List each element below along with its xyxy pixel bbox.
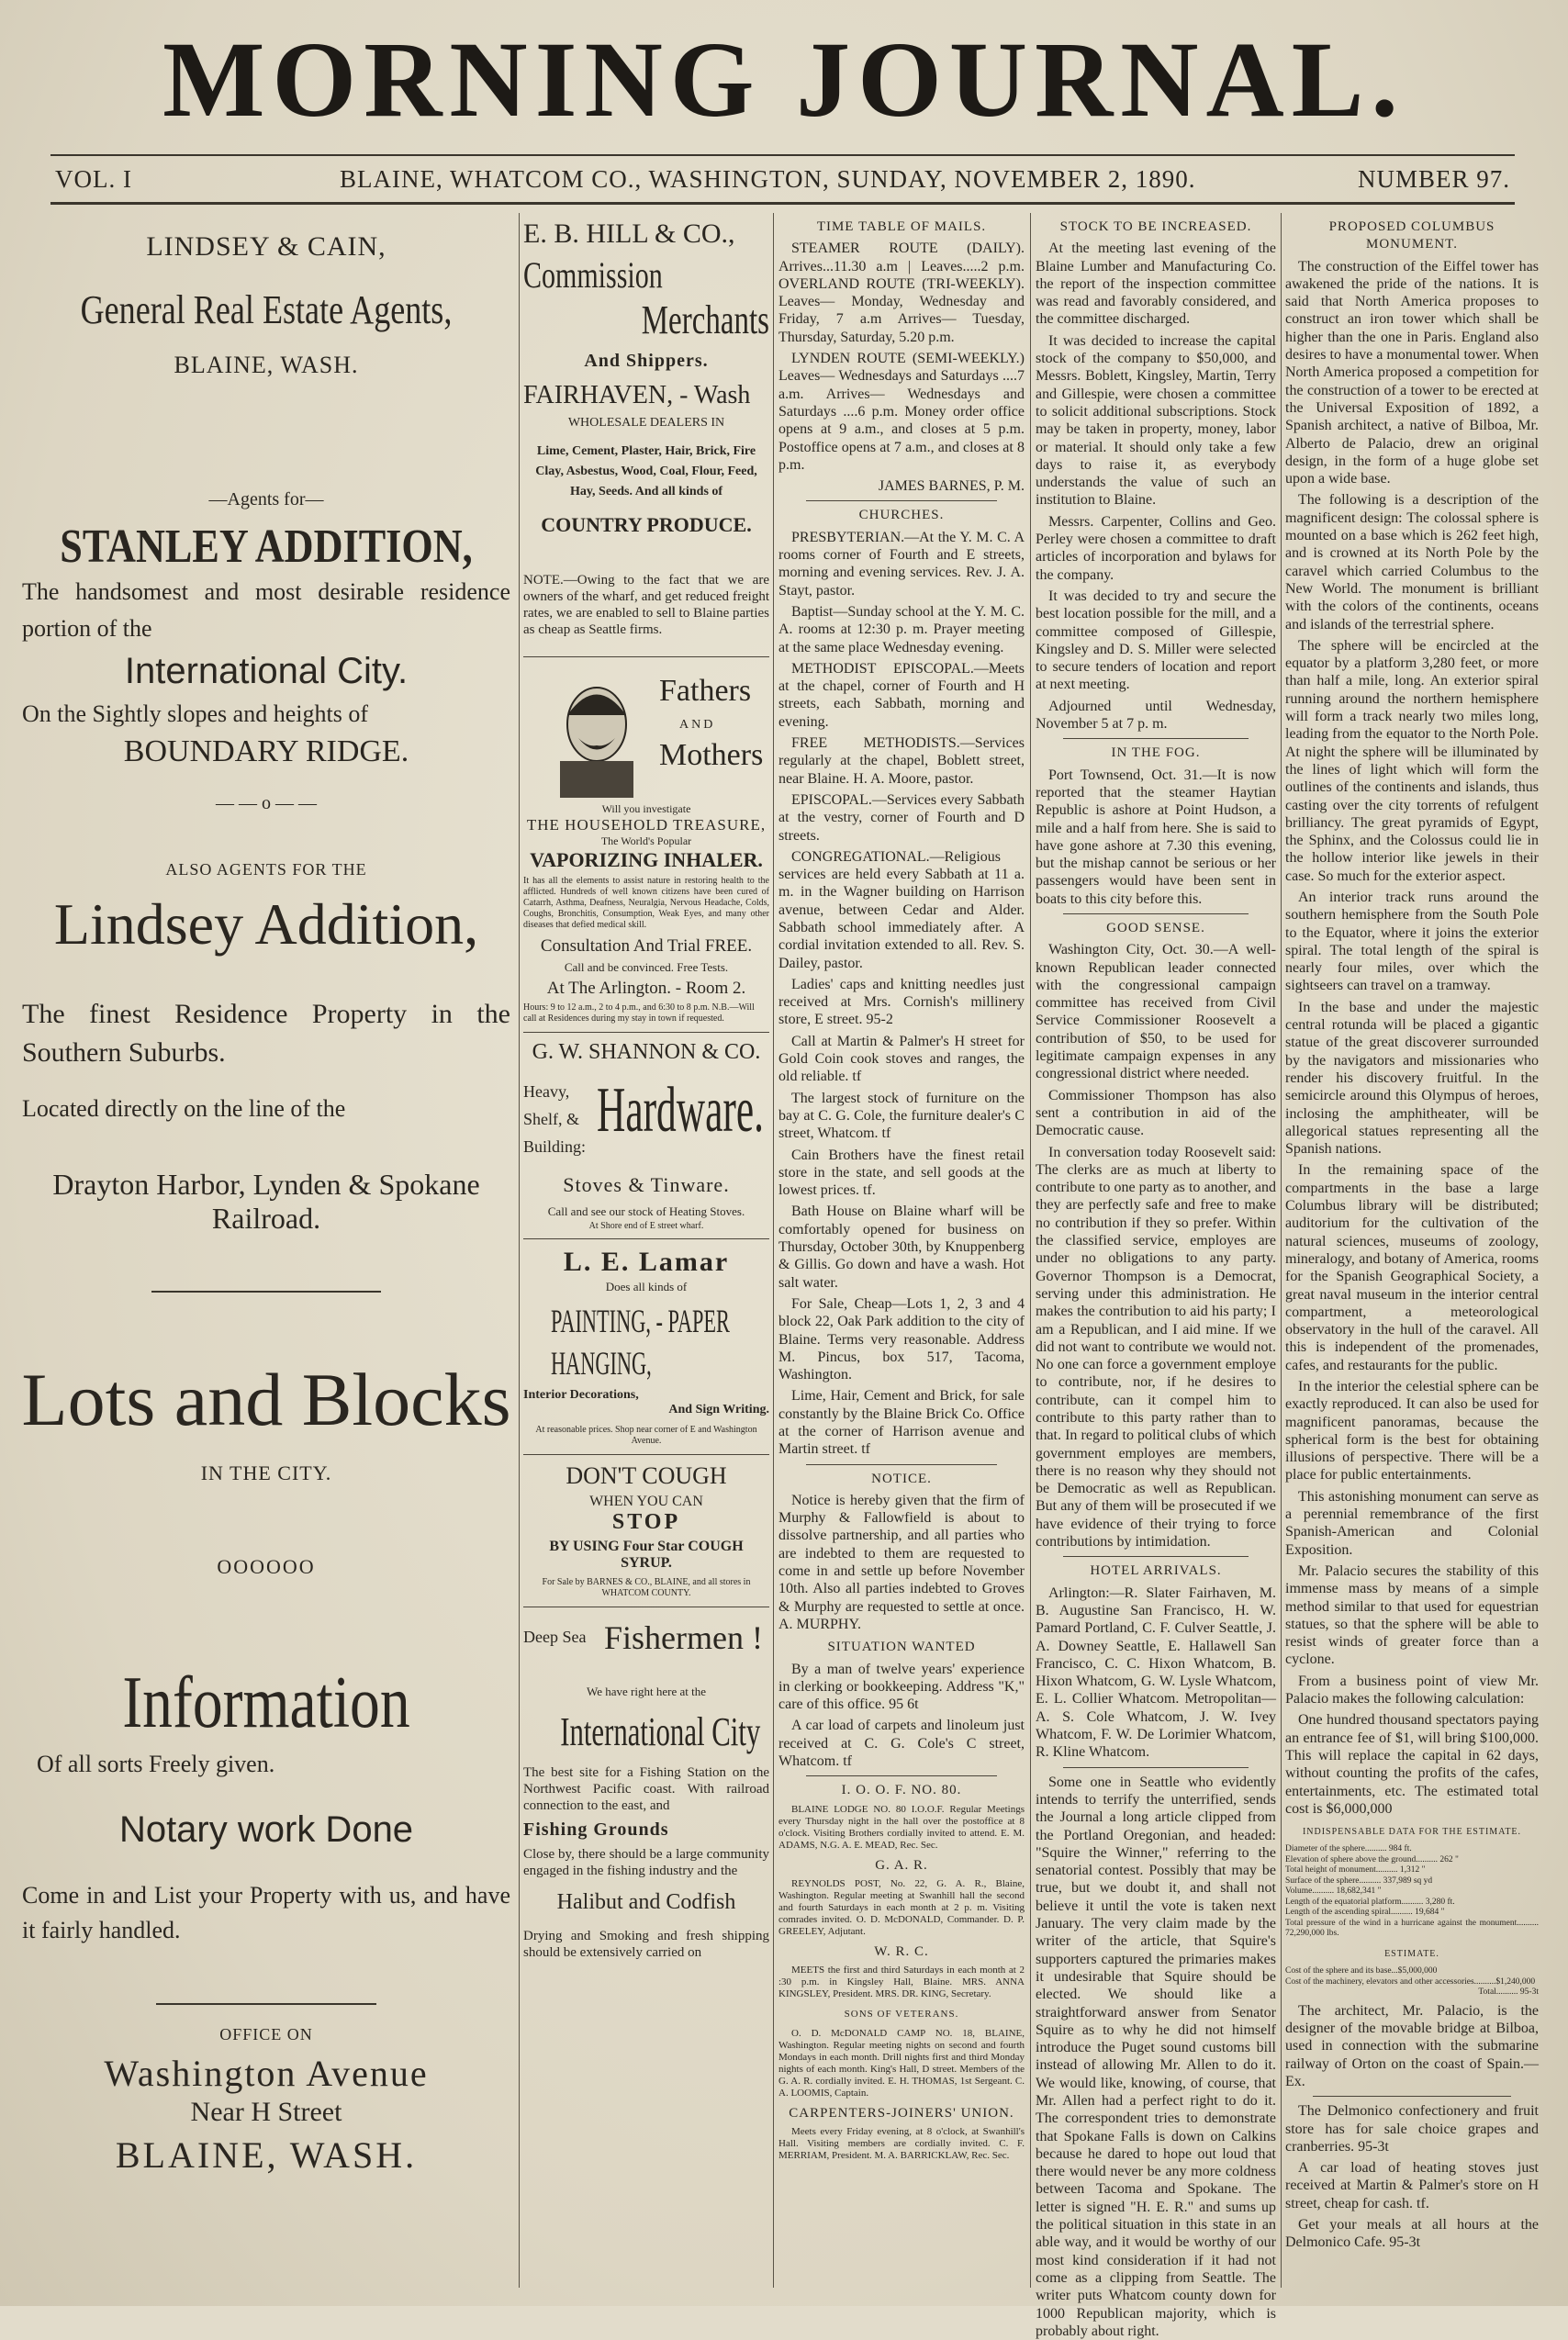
good-sense-paragraph: Commissioner Thompson has also sent a contribution in aid of the Democratic cause. <box>1036 1087 1276 1139</box>
in-the-city: IN THE CITY. <box>200 1461 332 1484</box>
fishing-text: The best site for a Fishing Station on the Northwest Pacific coast. With railroad connection to the east, and <box>523 1765 769 1813</box>
divider <box>151 1291 381 1293</box>
halibut: Halibut and Codfish <box>556 1890 736 1914</box>
blaine-wash: BLAINE, WASH. <box>115 2134 418 2176</box>
monument-heading: PROPOSED COLUMBUS MONUMENT. <box>1328 219 1495 252</box>
sons-heading: SONS OF VETERANS. <box>844 2009 959 2021</box>
stop: STOP <box>611 1510 681 1534</box>
hill-name: E. B. HILL & CO., <box>523 218 735 249</box>
monument-paragraph: From a business point of view Mr. Palacio makes the following calculation: <box>1285 1673 1539 1707</box>
lamar: L. E. Lamar <box>563 1247 730 1277</box>
monument-paragraph: Mr. Palacio secures the stability of this immense mass by means of a simple method similar to that used for equestrian statues, so that the sphere will be able to resist winds of greater force than a cyclone. <box>1285 1562 1539 1668</box>
estimate-row: Cost of the sphere and its base...$5,000,000 <box>1285 1966 1438 1976</box>
firm-name: LINDSEY & CAIN, <box>146 231 386 262</box>
fishermen-header <box>523 1615 769 1666</box>
hotel-paragraph: Arlington:—R. Slater Fairhaven, M. B. Augustine San Francisco, H. W. Pamard Portland, C. F. Culver Seattle, J. A. Downey Seattle, E. Hallawell San Francisco, C. C. Hixon Whatcom, B. Hixon Whatcom, G. W. Lysle Whatcom, E. L. Collier Whatcom. Metropolitan—A. S. Cole Whatcom, J. W. Ivey Whatcom, F. W. De Lorimier Whatcom, R. Kline Whatcom. <box>1036 1584 1276 1761</box>
portrait-illustration <box>542 674 652 802</box>
intl-city: International City <box>560 1709 761 1754</box>
church-item: EPISCOPAL.—Services every Sabbath at the vestry, corner of Fourth and D streets. <box>778 791 1025 844</box>
meals-paragraph: Get your meals at all hours at the Delmonico Cafe. 95-3t <box>1285 2216 1539 2251</box>
addition-description: The handsomest and most desirable residence portion of the <box>22 578 510 642</box>
carpenters-text: Meets every Friday evening, at 8 o'clock, at Swanhill's Hall. Visiting members are cordially invited. C. F. MERRIAM, President. M. A. BARRICKLAW, Rec. Sec. <box>778 2125 1025 2161</box>
monument-paragraph: An interior track runs around the southern hemisphere from the South Pole to the Equator, where it joins the exterior spiral. The total length of the spiral is nearly four miles, over which the sightseers can travel on a tramway. <box>1285 889 1539 994</box>
divider <box>1063 913 1249 914</box>
notary-work: Notary work Done <box>118 1809 414 1850</box>
fairhaven: FAIRHAVEN, - Wash <box>523 381 751 409</box>
local-item: Ladies' caps and knitting needles just received at Mrs. Cornish's millinery store, E street. 95-2 <box>778 976 1025 1028</box>
estimate-heading: ESTIMATE. <box>1384 1948 1439 1959</box>
issue-number: NUMBER 97. <box>1357 165 1510 193</box>
mails-steamer: STEAMER ROUTE (DAILY). Arrives...11.30 a.m | Leaves.....2 p.m. OVERLAND ROUTE (TRI-WEEKLY). Leaves— Monday, Wednesday and Friday, 7 a.m Arrives— Tuesday, Thursday, Saturday, 5.20 p.m. <box>778 241 1025 345</box>
goods-list: Lime, Cement, Plaster, Hair, Brick, Fire Clay, Asbestus, Wood, Coal, Flour, Feed, Hay, Seeds. And all kinds of <box>535 444 757 498</box>
notice-text: Notice is hereby given that the firm of Murphy & Fallowfield is about to dissolve partnership, and all parties who are indebted to them are requested to come in and settle up before November 10th. Also all parties indebted to Groves & Murphy are requested to settle at once. A. MURPHY. <box>778 1492 1025 1632</box>
data-row: Surface of the sphere.......... 337,989 sq yd <box>1285 1875 1433 1886</box>
stoves-call: Call and see our stock of Heating Stoves. <box>547 1204 745 1218</box>
stock-paragraph: It was decided to try and secure the best location possible for the mill, and a committee composed of Gillespie, Kingsley and D. S. Miller were selected to secure tenders of location and report at next meeting. <box>1036 588 1276 693</box>
masthead-rule-top <box>50 154 1515 156</box>
monument-paragraph: This astonishing monument can serve as a perennial remembrance of the first Spanish-American and Colonial Exposition. <box>1285 1488 1539 1558</box>
notice-heading: NOTICE. <box>871 1471 932 1486</box>
stoves-paragraph: A car load of heating stoves just received at Martin & Palmer's store on H street, cheap for cash. tf. <box>1285 2160 1539 2211</box>
stock-heading: STOCK TO BE INCREASED. <box>1059 219 1252 234</box>
fishing-grounds: Fishing Grounds <box>523 1819 669 1840</box>
four-star: BY USING Four Star COUGH SYRUP. <box>549 1539 744 1571</box>
church-item: PRESBYTERIAN.—At the Y. M. C. A rooms corner of Fourth and E streets, morning and evening services. Rev. J. A. Stayt, pastor. <box>778 529 1025 599</box>
church-item: METHODIST EPISCOPAL.—Meets at the chapel, corner of Fourth and H streets, each Sabbath, morning and evening. <box>778 660 1025 730</box>
shippers: And Shippers. <box>584 351 709 371</box>
interior: Interior Decorations, <box>523 1388 639 1402</box>
estimate-table <box>1285 1966 1539 1999</box>
when-you-can: WHEN YOU CAN <box>589 1494 703 1509</box>
divider <box>523 656 769 657</box>
column-divider <box>519 213 520 2288</box>
fog-heading: IN THE FOG. <box>1111 745 1201 761</box>
located-text: Located directly on the line of the <box>22 1095 346 1122</box>
country-produce: COUNTRY PRODUCE. <box>541 513 752 536</box>
mails-heading: TIME TABLE OF MAILS. <box>816 219 987 234</box>
stock-paragraph: Adjourned until Wednesday, November 5 at 7 p. m. <box>1036 698 1276 733</box>
divider <box>1063 1767 1249 1768</box>
inhaler-text: It has all the elements to assist nature in restoring health to the afflicted. Hundreds of well known citizens have been cured of Catarrh, Asthma, Deafness, Neuralgia, Nervous Headache, Colds, Coughs, Bronchitis, Consumption, Weak Eyes, and many other diseases that defied medical skill. <box>523 876 769 930</box>
wrc-heading: W. R. C. <box>874 1943 929 1959</box>
data-row: Length of the equatorial platform.......... 3,280 ft. <box>1285 1897 1455 1907</box>
estimate-row: Cost of the machinery, elevators and other accessories..........$1,240,000 <box>1285 1976 1536 1987</box>
divider <box>156 2003 376 2005</box>
popular: The World's Popular <box>600 834 692 847</box>
dont-cough: DON'T COUGH <box>566 1462 727 1489</box>
data-row: Length of the ascending spiral.......... 19,684 " <box>1285 1908 1445 1918</box>
firm-title: General Real Estate Agents, <box>80 287 453 332</box>
hotel-heading: HOTEL ARRIVALS. <box>1090 1563 1222 1579</box>
boundary-ridge: BOUNDARY RIDGE. <box>123 734 409 768</box>
stanley-addition: STANLEY ADDITION, <box>60 521 473 573</box>
column-divider <box>773 213 774 2288</box>
carpenters-heading: CARPENTERS-JOINERS' UNION. <box>789 2105 1014 2121</box>
and-label: AND <box>679 718 716 732</box>
data-row: Total height of monument.......... 1,312 " <box>1285 1865 1426 1875</box>
church-item: CONGREGATIONAL.—Religious services are held every Sabbath at 11 a. m. in the Wagner building on Harrison avenue, between Cedar and Alder. Sabbath school immediately after. A cordial invitation extended to all. Rev. S. Dailey, pastor. <box>778 848 1025 971</box>
inhaler-ad-header <box>523 665 769 802</box>
data-heading: INDISPENSABLE DATA FOR THE ESTIMATE. <box>1302 1827 1522 1838</box>
carpets-text: A car load of carpets and linoleum just received at C. G. Cole's C street, Whatcom. tf <box>778 1718 1025 1770</box>
close-text: Close by, there should be a large community engaged in the fishing industry and the <box>523 1847 769 1878</box>
real-estate-ad <box>18 213 514 2297</box>
stock-paragraph: It was decided to increase the capital stock of the company to $50,000, and Messrs. Boblett, Kingsley, Martin, Terry and Gillespie, were chosen a committee to solicit additional subscriptions. Stock may be taken in property, money, labor or material. It should only take a few days to raise it, as everybody understands the value of such an institution to Blaine. <box>1036 332 1276 509</box>
sons-text: O. D. McDONALD CAMP NO. 18, BLAINE, Washington. Regular meeting nights on second and fourth Mondays in each month. Drill nights first and third Monday nights of each month. King's Hall, D street. Members of the G. A. R. cordially invited. E. H. THOMAS, 1st Sergeant. C. A. LOOMIS, Captain. <box>778 2027 1025 2099</box>
reasonable: At reasonable prices. Shop near corner of E and Washington Avenue. <box>535 1425 757 1446</box>
sign-writing: And Sign Writing. <box>668 1403 769 1416</box>
local-item: Lime, Hair, Cement and Brick, for sale constantly by the Blaine Brick Co. Office at the corner of Harrison avenue and Martin street. tf <box>778 1388 1025 1458</box>
monument-paragraph: One hundred thousand spectators paying an entrance fee of $1, will bring $100,000. This will replace the capital in 62 days, without counting the profits of the cafes, entertainments, etc. The estimated total cost is $6,000,000 <box>1285 1712 1539 1817</box>
data-row: Total pressure of the wind in a hurricane against the monument.......... 72,290,000 lbs. <box>1285 1918 1539 1939</box>
architect-paragraph: The architect, Mr. Palacio, is the designer of the movable bridge at Bilboa, used in connection with the submarine railway of Orton on the coast of Spain.—Ex. <box>1285 2002 1539 2089</box>
firm-place: BLAINE, WASH. <box>174 352 359 378</box>
gar-text: REYNOLDS POST, No. 22, G. A. R., Blaine, Washington. Regular meeting at Swanhill hall the second and fourth Saturdays in each month at 2 p. m. Visiting comrades invited. O. D. McDONALD, Commander. D. P. GREELEY, Adjutant. <box>778 1877 1025 1937</box>
divider <box>523 1032 769 1033</box>
divider <box>806 1464 997 1465</box>
masthead-title: MORNING JOURNAL. <box>162 19 1406 140</box>
data-table <box>1285 1844 1539 1940</box>
divider <box>1063 1556 1249 1557</box>
inhaler-title: VAPORIZING INHALER. <box>530 848 763 871</box>
hours: Hours: 9 to 12 a.m., 2 to 4 p.m., and 6:30 to 8 p.m. N.B.—Will call at Residences during my stay in town if requested. <box>523 1002 755 1024</box>
column-divider <box>1030 213 1031 2288</box>
stoves-tinware: Stoves & Tinware. <box>563 1173 730 1196</box>
mails-signature: JAMES BARNES, P. M. <box>878 478 1025 495</box>
near-h-street: Near H Street <box>190 2097 342 2127</box>
drying-text: Drying and Smoking and fresh shipping should be extensively carried on <box>523 1929 769 1960</box>
estimate-total: Total.......... 95-3t <box>1478 1987 1539 1998</box>
divider <box>1063 738 1249 739</box>
ioof-heading: I. O. O. F. NO. 80. <box>841 1783 962 1798</box>
mails-lynden: LYNDEN ROUTE (SEMI-WEEKLY.) Leaves— Wednesdays and Saturdays ....7 a.m. Arrives— Wednesdays and Saturdays ....6 p.m. Money order office opens at 9 a.m., and closes at 5 p.m. Postoffice opens at 7 a.m., and closes at 8 p.m. <box>778 351 1025 473</box>
local-item: For Sale, Cheap—Lots 1, 2, 3 and 4 block 22, Oak Park addition to the city of Blaine. Terms very reasonable. Address M. Pincus, box 517, Tacoma, Washington. <box>778 1295 1025 1383</box>
divider <box>523 1238 769 1239</box>
divider <box>806 1775 997 1776</box>
international-city: International City. <box>124 651 409 691</box>
hardware: Hardware. <box>597 1075 764 1146</box>
stock-paragraph: At the meeting last evening of the Blaine Lumber and Manufacturing Co. the report of the inspection committee was read and favorably considered, and the committee discharged. <box>1036 241 1276 328</box>
ads-column <box>523 213 769 2297</box>
news-column <box>1036 213 1276 2339</box>
mails-churches-column <box>778 213 1025 2297</box>
situation-heading: SITUATION WANTED <box>827 1640 976 1655</box>
stock-paragraph: Messrs. Carpenter, Collins and Geo. Perley were chosen a committee to draft articles of incorporation and bylaws for the company. <box>1036 513 1276 583</box>
shore: At Shore end of E street wharf. <box>588 1221 704 1231</box>
note-text: NOTE.—Owing to the fact that we are owners of the wharf, and get reduced freight rates, we are enabled to sell to Blaine parties as cheap as Seattle firms. <box>523 573 769 637</box>
lots-and-blocks: Lots and Blocks <box>21 1358 511 1441</box>
churches-heading: CHURCHES. <box>858 508 945 523</box>
monument-paragraph: In the interior the celestial sphere can be exactly reproduced. It can also be used for magnificent panoramas, because the spherical form is the best for obtaining illusions of perspective. There will be a place for public entertainments. <box>1285 1379 1539 1483</box>
local-item: Cain Brothers have the finest retail store in the state, and sell goods at the lowest prices. tf. <box>778 1147 1025 1199</box>
good-sense-paragraph: Washington City, Oct. 30.—A well-known Republican leader connected with the congressional campaign committee has received from Civil Service Commissioner Roosevelt a contribution of $50, to be used for legitimate campaign expenses in any congressional district where needed. <box>1036 942 1276 1082</box>
shannon: G. W. SHANNON & CO. <box>532 1040 761 1064</box>
railroad-name: Drayton Harbor, Lynden & Spokane Railroad. <box>52 1168 480 1235</box>
monument-paragraph: The following is a description of the magnificent design: The colossal sphere is mounted on a base which is 262 feet high, and is crowned at its North Pole by the caravel which carried Columbus to the New World. The monument is brilliant with the colors of the continents, oceans and islands of the terrestrial sphere. <box>1285 492 1539 633</box>
fog-paragraph: Port Townsend, Oct. 31.—It is now reported that the steamer Haytian Republic is ashore at Point Hudson, a mile and a half from here. She is said to have gone ashore at 7.30 this evening, but the mishap cannot be serious or her passengers would have been sent in boats to this city before this. <box>1036 767 1276 907</box>
consultation: Consultation And Trial FREE. <box>540 936 753 956</box>
painting: PAINTING, - PAPER HANGING, <box>551 1303 730 1382</box>
fishermen: Fishermen ! <box>604 1619 763 1656</box>
information-heading: Information <box>122 1663 410 1743</box>
office-on: OFFICE ON <box>219 2025 313 2043</box>
mothers: Mothers <box>659 738 764 772</box>
volume-label: VOL. I <box>55 165 132 193</box>
fathers: Fathers <box>659 674 752 708</box>
come-in-text: Come in and List your Property with us, and have it fairly handled. <box>22 1882 510 1943</box>
arlington: At The Arlington. - Room 2. <box>546 979 746 998</box>
right-here: We have right here at the <box>587 1685 706 1698</box>
masthead-rule-bottom <box>50 202 1515 205</box>
local-item: Call at Martin & Palmer's H street for Gold Coin cook stoves and ranges, the old reliable. tf <box>778 1033 1025 1085</box>
lamar-does: Does all kinds of <box>605 1280 688 1293</box>
wholesale: WHOLESALE DEALERS IN <box>567 416 725 430</box>
hardware-block <box>523 1069 769 1170</box>
separator: — — o — — <box>216 793 317 813</box>
investigate: Will you investigate <box>601 802 691 815</box>
dateline <box>55 165 1510 198</box>
deep-sea: Deep Sea <box>523 1628 587 1646</box>
good-sense-heading: GOOD SENSE. <box>1106 920 1205 935</box>
slopes-text: On the Sightly slopes and heights of <box>22 700 368 727</box>
call-text: Call and be convinced. Free Tests. <box>564 960 729 974</box>
monument-paragraph: The sphere will be encircled at the equator by a platform 3,280 feet, or more than half a mile, long. An exterior spiral running around the northern hemisphere will form a track nearly two miles long, leading from the equator to the North Pole. At night the sphere will be illuminated by the lines of light which will form the outlines of the continents and islands, thus casting over the city torrents of refulgent brilliancy. The great pyramids of Egypt, the Sphinx, and the Colossus could lie in the hollow interior like jewels in their case. So much for the exterior aspect. <box>1285 637 1539 884</box>
local-item: Bath House on Blaine wharf will be comfortably opened for business on Thursday, October 30th, by Knuppenberg & Gillis. Go down and have a wash. Hot salt water. <box>778 1204 1025 1291</box>
data-row: Elevation of sphere above the ground.......... 262 " <box>1285 1854 1459 1864</box>
divider <box>1313 2096 1511 2097</box>
ornament: OOOOOO <box>217 1555 316 1578</box>
sale-text: For Sale by BARNES & CO., BLAINE, and all stores in WHATCOM COUNTY. <box>542 1577 751 1598</box>
column-divider <box>1281 213 1282 2288</box>
agents-for: —Agents for— <box>208 489 324 509</box>
treasure: THE HOUSEHOLD TREASURE, <box>526 816 767 834</box>
ioof-text: BLAINE LODGE NO. 80 I.O.O.F. Regular Meetings every Thursday night in the hall over the postoffice at 8 o'clock. Visiting Brothers cordially invited to attend. E. M. ADAMS, N.G. A. E. MEAD, Rec. Sec. <box>778 1803 1025 1851</box>
lindsey-addition: Lindsey Addition, <box>53 891 479 957</box>
divider <box>523 1454 769 1455</box>
issue-date: BLAINE, WHATCOM CO., WASHINGTON, SUNDAY, NOVEMBER 2, 1890. <box>340 165 1196 193</box>
gar-heading: G. A. R. <box>875 1857 928 1873</box>
finest-property: The finest Residence Property in the Southern Suburbs. <box>22 999 510 1068</box>
also-agents: ALSO AGENTS FOR THE <box>165 860 367 879</box>
church-item: Baptist—Sunday school at the Y. M. C. A. rooms at 12:30 p. m. Prayer meeting at the same place Wednesday evening. <box>778 603 1025 655</box>
all-sorts: Of all sorts Freely given. <box>37 1751 275 1777</box>
delmonico-paragraph: The Delmonico confectionery and fruit store has for sale choice grapes and cranberries. 95-3t <box>1285 2103 1539 2155</box>
monument-column <box>1285 213 1539 2297</box>
church-item: FREE METHODISTS.—Services regularly at the chapel, Boblett street, near Blaine. H. A. Moore, pastor. <box>778 735 1025 787</box>
local-item: The largest stock of furniture on the bay at C. G. Cole, the furniture dealer's C street, Whatcom. tf <box>778 1090 1025 1142</box>
good-sense-paragraph: In conversation today Roosevelt said: The clerks are as much at liberty to contribute to one party as to another, and they are perfectly safe and free to make no contribution if they so prefer. Within the classified service, employes are under no obligations to any party. Governor Thompson is a Democrat, serving under this administration. He makes the contribution to aid his party; I am a Republican, and I aid mine. If we did not want to contribute we would not. No one can force a government employe to contribute, nor, if he desires to contribute, can it compel him to contribute to this party rather than to that. In regard to political clubs of which government employes are members, there is no reason why they should not be Democratic as well as Republican. But any of them will be prosecuted if we have evidence of their trying to force contributions by intimidation. <box>1036 1144 1276 1551</box>
heavy-shelf: Heavy, Shelf, & Building: <box>523 1082 587 1156</box>
monument-paragraph: In the remaining space of the compartments in the base a large Columbus library will be distributed; auditorium for the cultivation of the natural sciences, museums of zoology, mineralogy, and botany of America, rooms for the Spanish Geographical Society, a great naval museum in the interior central compartment, a meteorological observatory in the hull of the caravel. All this is independent of the promenades, cafes, and restaurants for the public. <box>1285 1162 1539 1373</box>
washington-avenue: Washington Avenue <box>104 2053 429 2094</box>
commission: Commission <box>523 254 663 296</box>
wrc-text: MEETS the first and third Saturdays in each month at 2 :30 p.m. in Kingsley Hall, Blaine. MRS. ANNA KINGSLEY, President. MRS. DR. KING, Secretary. <box>778 1965 1025 2000</box>
monument-paragraph: In the base and under the majestic central rotunda will be placed a gigantic statue of the great discoverer surrounded by the navigators and missionaries who render his discovery fruitful. In the semicircle around this Olympus of heroes, inclosing the amphitheater, will be allegorical statues representing all the Spanish nations. <box>1285 999 1539 1158</box>
monument-paragraph: The construction of the Eiffel tower has awakened the pride of the nations. It is said that North America proposes to construct an iron tower which shall be higher than the one in Paris. England also desires to have a monumental tower. When North America proposed a competition for the construction of a tower to be erected at the Universal Exposition of 1892, a Spanish architect, a native of Bilboa, Mr. Alberto de Palacio, drew an original design, in the form of a huge globe set upon a wide base. <box>1285 258 1539 487</box>
divider <box>806 500 997 501</box>
data-row: Diameter of the sphere.......... 984 ft. <box>1285 1844 1412 1854</box>
seattle-paragraph: Some one in Seattle who evidently intends to terrify the unterrified, sends the Journal a long article clipped from the Portland Oregonian, and headed: "Squire the Winner," referring to the senatorial contest. Possibly that may be true, but we doubt it, and shall not believe it until the vote is taken next January. The very claim made by the writer of the article, that Squire's supporters captured the primaries makes it undesirable that Squire should be elected. We should like a straightforward answer from Senator Squire as to why he did not himself introduce the Puget sound customs bill instead of allowing Mr. Allen to do it. We would like, knowing, of course, that Mr. Allen had a perfect right to do it. The correspondent tries to demonstrate that Spokane Falls is down on Calkins because he dared to hope out loud that there would never be any more coldness between Tacoma and Spokane. The letter is signed "H. E. R." and sums up the political situation in this state in an able way, and it would be worthy of our most kind consideration if it had not come as a clipping from Seattle. The writer puts Whatcom county down for 1000 Republican majority, which is probably about right. <box>1036 1774 1276 2339</box>
data-row: Volume.......... 18,682,341 " <box>1285 1887 1382 1897</box>
situation-text: By a man of twelve years' experience in clerking or bookkeeping. Address "K," care of this office. 95 6t <box>778 1661 1025 1713</box>
merchants: Merchants <box>641 297 769 342</box>
